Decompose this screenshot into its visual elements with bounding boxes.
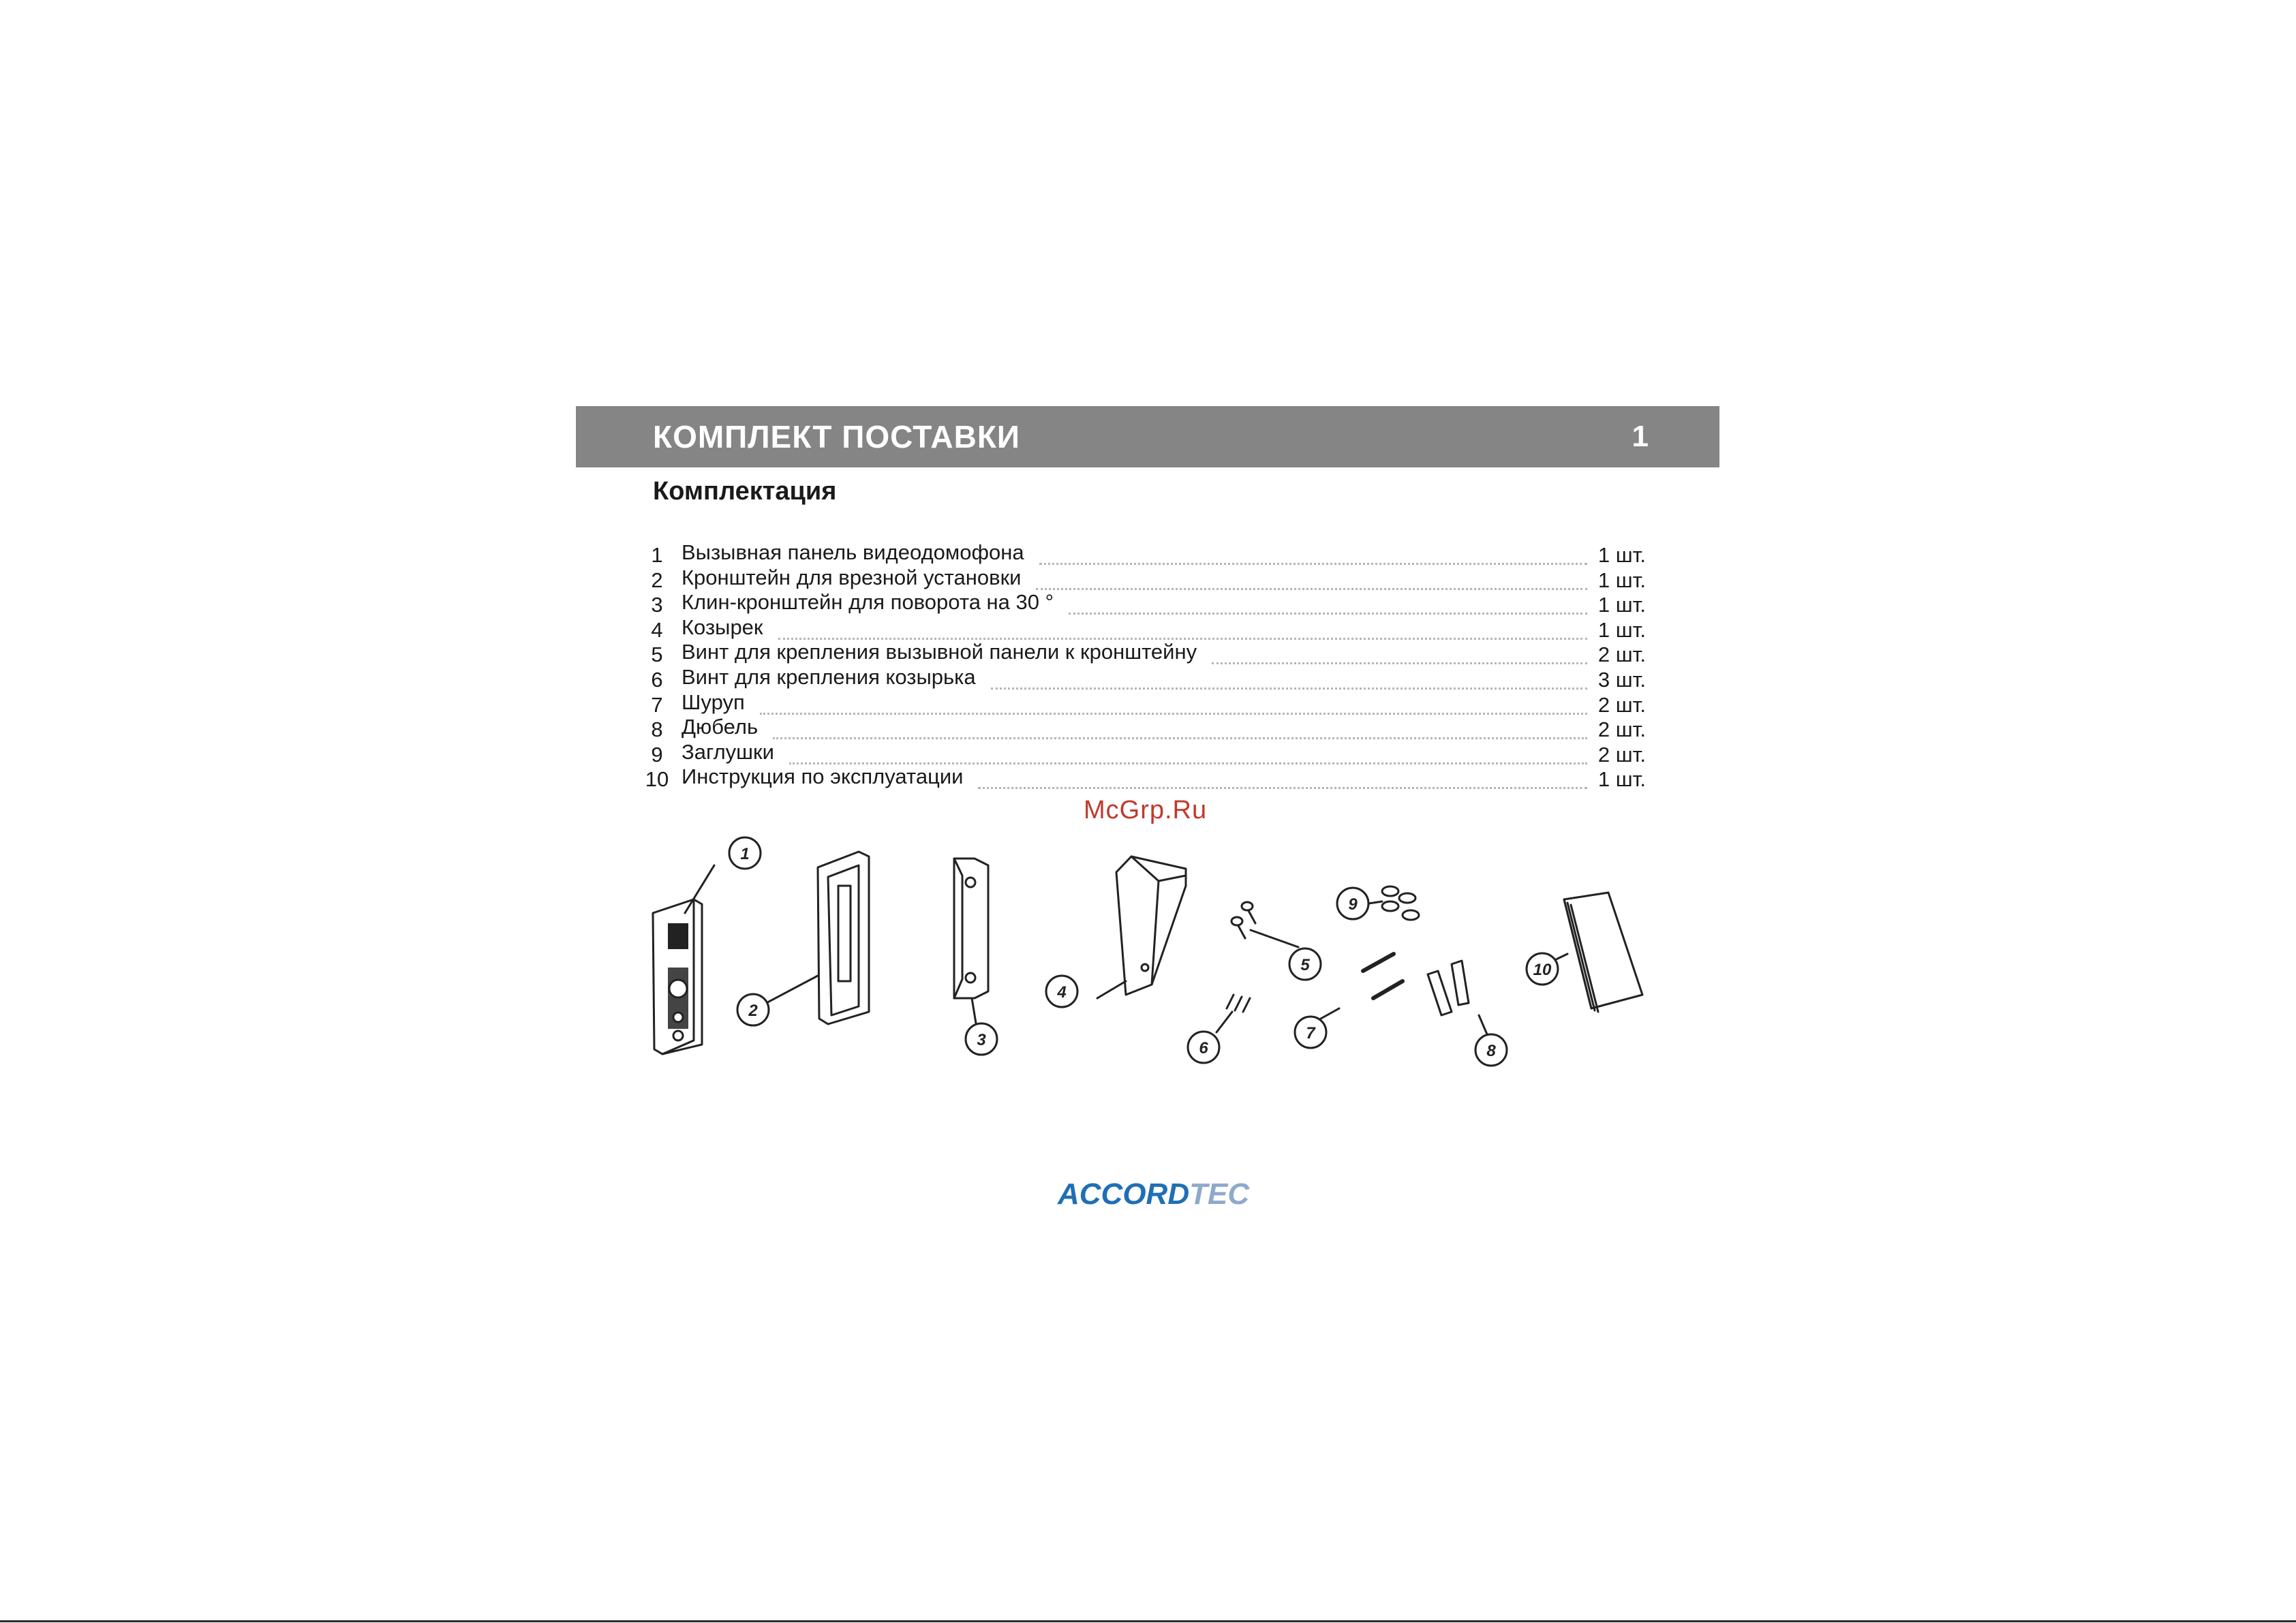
dot-leader (1036, 588, 1587, 590)
item-name: Винт для крепления вызывной панели к кронштейну (682, 640, 1197, 664)
item-number: 3 (651, 593, 663, 617)
wood-screws-drawing (1308, 954, 1403, 1025)
callout-label: 4 (1057, 983, 1067, 1002)
brand-logo-part2: TEC (1189, 1177, 1250, 1211)
item-number: 6 (651, 667, 663, 692)
item-quantity: 1 шт. (1597, 543, 1646, 567)
item-name: Вызывная панель видеодомофона (682, 540, 1024, 564)
visor-screws-drawing (1216, 995, 1250, 1032)
item-name: Заглушки (682, 739, 774, 764)
item-quantity: 1 шт. (1597, 767, 1646, 792)
item-quantity: 1 шт. (1597, 617, 1646, 642)
package-contents-list (641, 540, 1646, 792)
mounting-bracket-drawing (750, 852, 869, 1024)
brand-logo-part1: ACCORD (1058, 1177, 1190, 1211)
section-header-band (576, 406, 1719, 467)
list-item (641, 640, 1646, 668)
callout-label: 7 (1306, 1024, 1315, 1042)
item-number: 5 (651, 643, 663, 667)
callout-label: 5 (1300, 956, 1310, 974)
list-item (641, 739, 1646, 768)
brand-logo (1058, 1177, 1249, 1211)
list-item (641, 540, 1646, 568)
item-name: Козырек (682, 615, 763, 639)
item-number: 8 (651, 717, 663, 742)
item-number: 1 (651, 543, 663, 567)
dot-leader (991, 687, 1587, 690)
section-header-title: КОМПЛЕКТ ПОСТАВКИ (653, 419, 1020, 454)
item-number: 4 (651, 617, 663, 642)
callout-label: 8 (1486, 1042, 1496, 1060)
dot-leader (778, 638, 1587, 640)
item-name: Шуруп (682, 690, 745, 714)
callout-label: 3 (977, 1031, 986, 1049)
list-item (641, 590, 1646, 618)
list-item (641, 717, 1646, 743)
item-name: Кронштейн для врезной установки (682, 565, 1022, 589)
callout-label: 2 (748, 1002, 758, 1020)
plugs-drawing (1364, 886, 1419, 920)
callout-label: 1 (740, 845, 750, 863)
item-quantity: 2 шт. (1597, 692, 1646, 717)
callout-label: 6 (1199, 1039, 1208, 1057)
dot-leader (773, 737, 1587, 739)
dot-leader (1069, 613, 1587, 615)
item-name: Клин-кронштейн для поворота на 30 ° (682, 590, 1054, 615)
callout-label: 9 (1348, 895, 1358, 914)
item-name: Дюбель (682, 715, 759, 739)
page-number: 1 (1632, 420, 1649, 453)
list-item (641, 764, 1646, 792)
item-quantity: 1 шт. (1597, 568, 1646, 592)
subsection-title: Комплектация (653, 477, 837, 506)
dot-leader (978, 787, 1587, 789)
manual-drawing (1550, 893, 1642, 1012)
item-number: 2 (651, 568, 663, 592)
item-name: Инструкция по эксплуатации (682, 764, 964, 789)
dowels-drawing (1428, 961, 1489, 1039)
panel-screws-drawing (1231, 902, 1298, 947)
item-quantity: 1 шт. (1597, 593, 1646, 617)
item-quantity: 2 шт. (1597, 717, 1646, 742)
wedge-bracket-drawing (954, 859, 988, 1036)
bottom-rule (0, 1620, 2296, 1622)
item-quantity: 3 шт. (1597, 667, 1646, 692)
call-panel-drawing (653, 865, 714, 1054)
visor-drawing (1097, 856, 1186, 998)
item-name: Винт для крепления козырька (682, 664, 976, 689)
dot-leader (1212, 662, 1587, 664)
callout-label: 10 (1533, 961, 1552, 979)
dot-leader (789, 762, 1587, 764)
item-number: 10 (645, 767, 669, 792)
package-contents-illustration (634, 828, 1670, 1080)
dot-leader (760, 713, 1587, 715)
dot-leader (1039, 563, 1587, 565)
list-item (641, 690, 1646, 718)
list-item (641, 565, 1646, 593)
item-number: 7 (651, 692, 663, 717)
list-item (641, 664, 1646, 693)
watermark-text: McGrp.Ru (1084, 796, 1208, 824)
list-item (641, 615, 1646, 643)
item-quantity: 2 шт. (1597, 643, 1646, 667)
item-quantity: 2 шт. (1597, 742, 1646, 767)
item-number: 9 (651, 742, 663, 767)
